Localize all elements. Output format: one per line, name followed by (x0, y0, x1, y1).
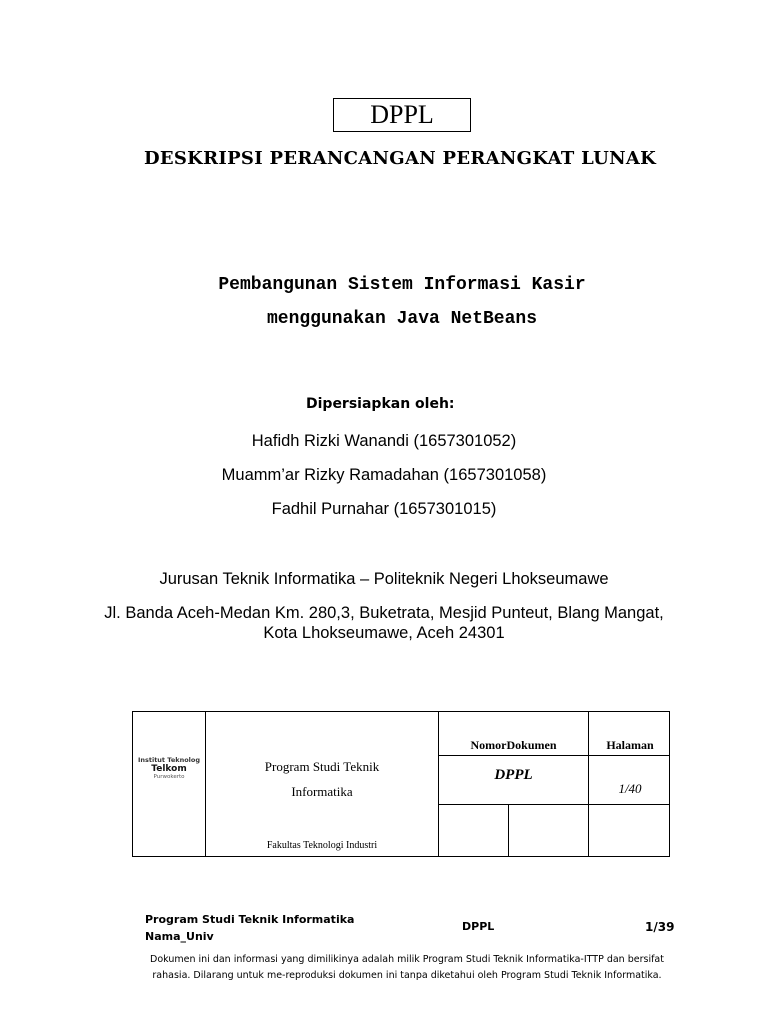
author-1: Hafidh Rizki Wanandi (1657301052) (251, 432, 517, 450)
confidentiality-notice (120, 952, 694, 984)
doc-number-header: NomorDokumen (470, 738, 557, 752)
logo-line2: Telkom (151, 764, 187, 774)
footer-univ: Nama_Univ (145, 930, 214, 943)
document-info-table (132, 711, 670, 857)
document-title: DESKRIPSI PERANCANGAN PERANGKAT LUNAK (143, 148, 657, 169)
logo-line1: Institut Teknolog (137, 756, 201, 764)
disclaimer-line1: Dokumen ini dan informasi yang dimilikinya adalah milik Program Studi Teknik Informatika-ITTP dan bersifat (150, 954, 664, 965)
document-code-box (333, 98, 471, 132)
table-divider (438, 712, 439, 856)
table-divider (438, 755, 669, 756)
address-line1: Jl. Banda Aceh-Medan Km. 280,3, Buketrata, Mesjid Punteut, Blang Mangat, (104, 604, 664, 622)
address-line2: Kota Lhokseumawe, Aceh 24301 (263, 624, 505, 642)
faculty-name: Fakultas Teknologi Industri (266, 840, 378, 851)
footer-program: Program Studi Teknik Informatika (145, 913, 355, 926)
footer-code: DPPL (462, 920, 495, 933)
footer-page: 1/39 (645, 920, 675, 934)
author-2: Muamm’ar Rizky Ramadahan (1657301058) (221, 466, 547, 484)
institution-logo (133, 756, 205, 780)
program-line1: Program Studi Teknik (264, 759, 380, 774)
page-header: Halaman (606, 738, 654, 752)
disclaimer-line2: rahasia. Dilarang untuk me-reproduksi dokumen ini tanpa diketahui oleh Program Studi Teknik Informatika. (152, 970, 662, 981)
table-divider (438, 804, 669, 805)
author-3: Fadhil Purnahar (1657301015) (271, 500, 497, 518)
project-title-line2: menggunakan Java NetBeans (266, 309, 538, 329)
page-value: 1/40 (618, 781, 642, 796)
prepared-by-label: Dipersiapkan oleh: (306, 396, 455, 412)
project-title-line1: Pembangunan Sistem Informasi Kasir (218, 275, 586, 295)
doc-number-value: DPPL (494, 767, 533, 783)
program-line2: Informatika (291, 784, 353, 799)
document-code: DPPL (370, 100, 434, 129)
table-divider (508, 804, 509, 856)
program-name (206, 754, 438, 804)
logo-line3: Purwokerto (153, 774, 185, 780)
department-name: Jurusan Teknik Informatika – Politeknik Negeri Lhokseumawe (159, 570, 609, 588)
